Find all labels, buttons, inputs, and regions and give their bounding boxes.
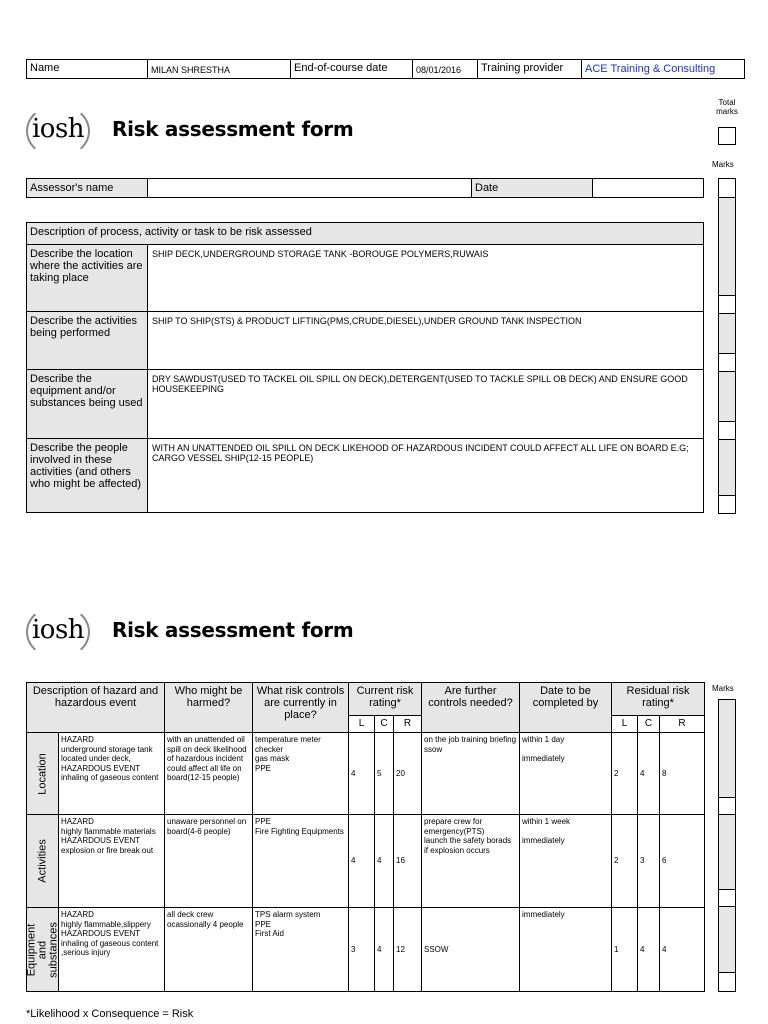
- mark-box[interactable]: [719, 296, 735, 314]
- controls-cell[interactable]: TPS alarm system PPE First Aid: [253, 908, 349, 992]
- residual-r[interactable]: 8: [660, 733, 705, 815]
- row-side-label: Equipment and substances: [27, 908, 59, 992]
- further-header: Are further controls needed?: [422, 683, 520, 733]
- total-marks-label: Total marks: [716, 98, 738, 116]
- row-side-label: Location: [27, 733, 59, 815]
- further-cell[interactable]: SSOW: [422, 908, 520, 992]
- controls-cell[interactable]: PPE Fire Fighting Equipments: [253, 815, 349, 908]
- desc-value[interactable]: SHIP TO SHIP(STS) & PRODUCT LIFTING(PMS,CRUDE,DIESEL),UNDER GROUND TANK INSPECTION: [152, 316, 582, 326]
- hazard-header: Description of hazard and hazardous event: [27, 683, 165, 733]
- mark-box[interactable]: [719, 179, 735, 198]
- desc-value[interactable]: DRY SAWDUST(USED TO TACKEL OIL SPILL ON DECK),DETERGENT(USED TO TACKLE SPILL OB DECK) AND ENSURE GOOD HOUSEKEEPING: [152, 374, 688, 394]
- current-l[interactable]: 4: [349, 815, 375, 908]
- controls-header: What risk controls are currently in place?: [253, 683, 349, 733]
- desc-value[interactable]: WITH AN UNATTENDED OIL SPILL ON DECK LIKEHOOD OF HAZARDOUS INCIDENT COULD AFFECT ALL LIFE ON BOARD E.G; CARGO VESSEL SHIP(12-15 PEOPLE): [152, 443, 689, 463]
- current-c[interactable]: 5: [375, 733, 394, 815]
- risk-table-wrap: [26, 682, 705, 992]
- further-cell[interactable]: on the job training briefing ssow: [422, 733, 520, 815]
- risk-table: [26, 682, 705, 992]
- residual-c[interactable]: 3: [638, 815, 660, 908]
- description-table: [26, 222, 704, 513]
- mark-box[interactable]: [719, 973, 735, 991]
- marks-column-1: [718, 178, 736, 514]
- provider-label: Training provider: [478, 60, 582, 78]
- hazard-cell[interactable]: HAZARD highly flammable,slippery HAZARDOUS EVENT inhaling of gaseous content ,serious injury: [59, 908, 165, 992]
- who-cell[interactable]: with an unattended oil spill on deck likelihood of hazardous incident could affect all life on board(12-15 people): [165, 733, 253, 815]
- provider-value[interactable]: ACE Training & Consulting: [585, 63, 716, 75]
- date-field[interactable]: [593, 179, 703, 197]
- hazard-cell[interactable]: HAZARD highly flammable materials HAZARDOUS EVENT explosion or fire break out: [59, 815, 165, 908]
- iosh-logo: [24, 603, 92, 661]
- residual-l[interactable]: 2: [612, 733, 638, 815]
- desc-label: Describe the people involved in these activities (and others who might be affected): [27, 439, 148, 512]
- name-label: Name: [27, 60, 148, 78]
- residual-risk-header: Residual risk rating*: [612, 683, 705, 716]
- date-header: Date to be completed by: [520, 683, 612, 733]
- residual-c[interactable]: 4: [638, 908, 660, 992]
- assessor-field[interactable]: [148, 179, 472, 197]
- desc-row-activities: [27, 312, 703, 370]
- footnote: *Likelihood x Consequence = Risk: [26, 1008, 194, 1020]
- page-title: Risk assessment form: [112, 117, 354, 141]
- mark-box[interactable]: [719, 496, 735, 513]
- mark-box[interactable]: [719, 798, 735, 815]
- table-row: [27, 815, 705, 908]
- desc-row-people: [27, 439, 703, 512]
- date-label: Date: [472, 179, 593, 197]
- c-header: C: [375, 716, 394, 733]
- controls-cell[interactable]: temperature meter checker gas mask PPE: [253, 733, 349, 815]
- iosh-logo: [24, 102, 92, 160]
- table-row: [27, 908, 705, 992]
- mark-box[interactable]: [719, 890, 735, 907]
- l-header: L: [349, 716, 375, 733]
- who-cell[interactable]: all deck crew ocassionally 4 people: [165, 908, 253, 992]
- residual-r-header: R: [660, 716, 705, 733]
- date-cell[interactable]: immediately: [520, 908, 612, 992]
- desc-row-equipment: [27, 370, 703, 439]
- mark-box[interactable]: [719, 354, 735, 372]
- desc-label: Describe the location where the activities are taking place: [27, 245, 148, 311]
- current-risk-header: Current risk rating*: [349, 683, 422, 716]
- residual-l[interactable]: 2: [612, 815, 638, 908]
- info-bar: [26, 59, 745, 79]
- residual-c-header: C: [638, 716, 660, 733]
- name-value[interactable]: MILAN SHRESTHA: [148, 60, 291, 78]
- current-r[interactable]: 16: [394, 815, 422, 908]
- row-side-label: Activities: [27, 815, 59, 908]
- residual-r[interactable]: 6: [660, 815, 705, 908]
- who-header: Who might be harmed?: [165, 683, 253, 733]
- assessor-label: Assessor's name: [27, 179, 148, 197]
- description-header: Description of process, activity or task to be risk assessed: [27, 223, 703, 245]
- residual-c[interactable]: 4: [638, 733, 660, 815]
- mark-box[interactable]: [719, 422, 735, 440]
- logo-text: iosh: [31, 615, 85, 645]
- who-cell[interactable]: unaware personnel on board(4-6 people): [165, 815, 253, 908]
- current-c[interactable]: 4: [375, 908, 394, 992]
- current-c[interactable]: 4: [375, 815, 394, 908]
- residual-r[interactable]: 4: [660, 908, 705, 992]
- assessor-row: [26, 178, 704, 198]
- end-date-value[interactable]: 08/01/2016: [413, 60, 478, 78]
- marks-label-2: Marks: [712, 684, 734, 693]
- date-cell[interactable]: within 1 week immediately: [520, 815, 612, 908]
- total-marks-box[interactable]: [718, 127, 736, 145]
- desc-label: Describe the equipment and/or substances being used: [27, 370, 148, 438]
- residual-l-header: L: [612, 716, 638, 733]
- r-header: R: [394, 716, 422, 733]
- current-l[interactable]: 4: [349, 733, 375, 815]
- marks-label: Marks: [712, 160, 734, 169]
- marks-column-2: [718, 699, 736, 992]
- desc-label: Describe the activities being performed: [27, 312, 148, 369]
- hazard-cell[interactable]: HAZARD underground storage tank located under deck, HAZARDOUS EVENT inhaling of gaseous content: [59, 733, 165, 815]
- page-title-2: Risk assessment form: [112, 618, 354, 642]
- desc-row-location: [27, 245, 703, 312]
- desc-value[interactable]: SHIP DECK,UNDERGROUND STORAGE TANK -BOROUGE POLYMERS,RUWAIS: [152, 249, 489, 259]
- current-l[interactable]: 3: [349, 908, 375, 992]
- end-date-label: End-of-course date: [291, 60, 413, 78]
- current-r[interactable]: 12: [394, 908, 422, 992]
- current-r[interactable]: 20: [394, 733, 422, 815]
- date-cell[interactable]: within 1 day immediately: [520, 733, 612, 815]
- logo-text: iosh: [31, 114, 85, 144]
- residual-l[interactable]: 1: [612, 908, 638, 992]
- further-cell[interactable]: prepare crew for emergency(PTS) launch the safety borads if explosion occurs: [422, 815, 520, 908]
- table-row: [27, 733, 705, 815]
